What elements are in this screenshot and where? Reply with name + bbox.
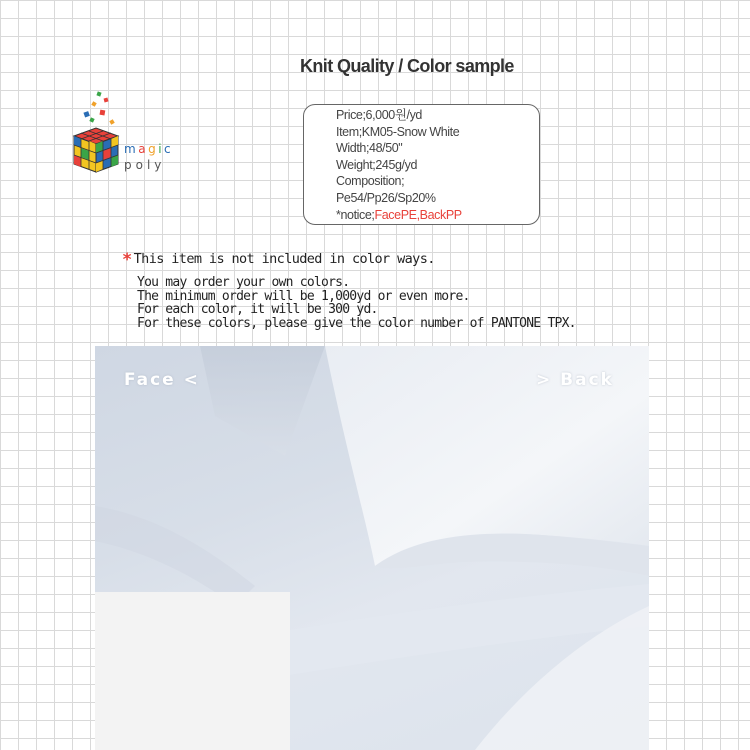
rubiks-cube-icon [70,88,130,188]
logo-letter: g [148,142,159,156]
face-label: Face < [124,370,200,390]
back-label: > Back [536,370,614,390]
color-swatch-box [95,592,290,750]
notice-body-line: The minimum order will be 1,000yd or even more. [137,288,470,304]
width-text: Width;48/50" [336,141,403,156]
logo-letter: c [164,142,174,156]
logo-letter: i [158,142,165,156]
logo-text-poly: poly [124,158,166,172]
notice-body-line: For each color, it will be 300 yd. [137,302,378,317]
product-info-box [303,104,540,225]
notice-label: *notice; [336,207,375,222]
composition-label: Composition; [336,174,405,189]
notice-headline-text: This item is not included in color ways. [133,251,435,267]
logo-text-magic [124,142,173,156]
logo-letter: m [124,142,139,156]
notice-line [336,207,539,224]
asterisk-icon: * [122,250,132,270]
logo-letter: a [138,142,149,156]
notice-headline [122,248,435,268]
item-text: Item;KM05-Snow White [336,124,460,139]
price-text: Price;6,000원/yd [336,108,422,122]
notice-value: FacePE,BackPP [374,207,462,222]
fabric-photo [95,346,649,750]
notice-body-line: For these colors, please give the color number of PANTONE TPX. [137,315,576,331]
page-title: Knit Quality / Color sample [300,56,514,76]
composition-value: Pe54/Pp26/Sp20% [336,190,436,205]
notice-body-line: You may order your own colors. [137,275,350,290]
weight-text: Weight;245g/yd [336,157,418,172]
notice-body [137,276,576,330]
magic-poly-logo [70,88,190,188]
